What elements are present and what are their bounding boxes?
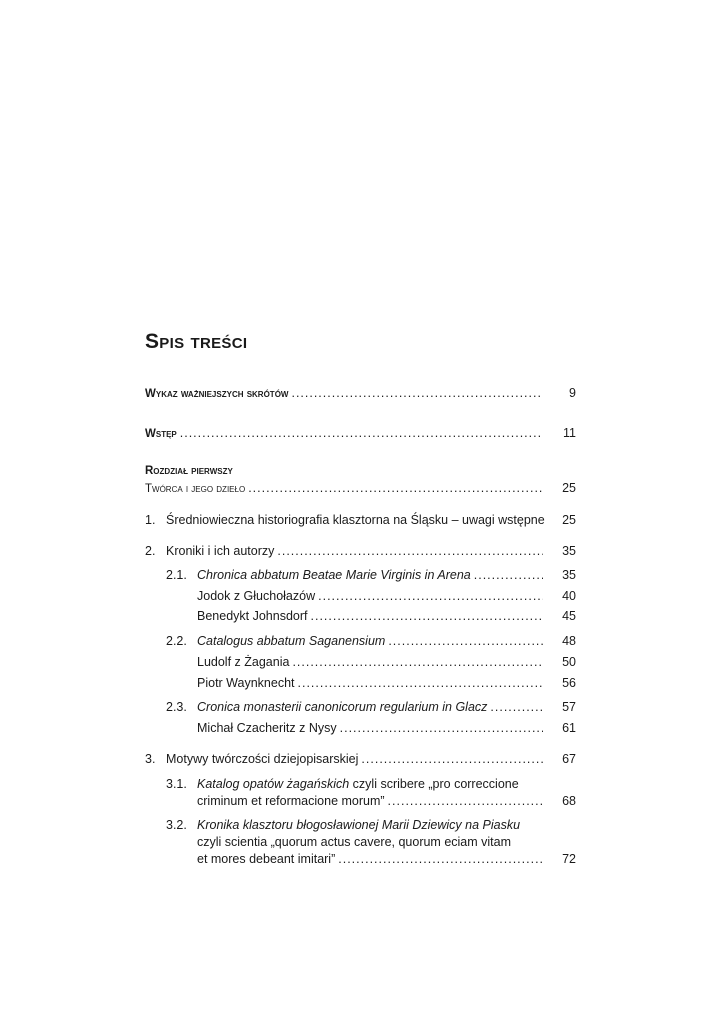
toc-entry-s22: [197, 633, 546, 649]
toc-entry-abbreviations: [145, 385, 546, 402]
toc-entry-s31-line2: [197, 793, 546, 809]
section-number: 2.3.: [166, 700, 187, 714]
toc-entry-label: Piotr Waynknecht: [197, 676, 295, 690]
toc-page-number: 40: [562, 589, 576, 603]
toc-entry-s32-line2: czyli scientia „quorum actus cavere, quorum eciam vitam: [197, 835, 512, 849]
leader-dots: [292, 654, 543, 670]
toc-page-number: 35: [562, 544, 576, 558]
toc-page-number: 68: [562, 794, 576, 808]
toc-entry-label: Motywy twórczości dziejopisarskiej: [166, 752, 359, 766]
toc-page-number: 50: [562, 655, 576, 669]
toc-entry-introduction: [145, 425, 546, 442]
toc-entry-s21a: [197, 588, 546, 604]
toc-page-number: 35: [562, 568, 576, 582]
toc-page-number: 67: [562, 752, 576, 766]
leader-dots: [474, 567, 543, 583]
section-number: 2.1.: [166, 568, 187, 582]
toc-entry-label: criminum et reformacione morum”: [197, 794, 385, 808]
toc-entry-s2: [166, 543, 546, 559]
section-number: 3.1.: [166, 777, 187, 791]
section-number: 3.: [145, 752, 156, 766]
toc-entry-label: Kroniki i ich autorzy: [166, 544, 275, 558]
section-number: 1.: [145, 513, 156, 527]
leader-dots: [298, 675, 544, 691]
toc-entry-chapter-subtitle: [145, 480, 546, 497]
toc-entry-label: Wykaz ważniejszych skrótów: [145, 388, 289, 400]
toc-entry-s31-line1: [197, 776, 519, 792]
toc-entry-label: czyli scribere „pro correccione: [349, 777, 519, 791]
toc-entry-s32-line1: [197, 817, 520, 833]
toc-entry-label: et mores debeant imitari”: [197, 852, 336, 866]
toc-entry-label: Kronika klasztoru błogosławionej Marii Dziewicy na Piasku: [197, 818, 521, 832]
toc-entry-s23a: [197, 720, 546, 736]
toc-entry-s23: [197, 699, 546, 715]
chapter-heading: Rozdział pierwszy: [145, 465, 233, 477]
toc-entry-label: Średniowieczna historiografia klasztorna na Śląsku – uwagi wstępne: [166, 513, 545, 527]
leader-dots: [361, 751, 543, 767]
toc-entry-label: Catalogus abbatum Saganensium: [197, 634, 386, 648]
toc-entry-s22b: [197, 675, 546, 691]
toc-entry-label: Michał Czacheritz z Nysy: [197, 721, 337, 735]
leader-dots: [291, 385, 543, 401]
leader-dots: [340, 720, 543, 736]
toc-page-number: 45: [562, 609, 576, 623]
toc-entry-label: Benedykt Johnsdorf: [197, 609, 308, 623]
toc-entry-s3: [166, 751, 546, 767]
leader-dots: [388, 633, 543, 649]
leader-dots: [180, 425, 543, 441]
toc-page-number: 11: [563, 426, 576, 440]
section-number: 2.: [145, 544, 156, 558]
toc-entry-s1: [166, 512, 546, 528]
toc-entry-s21b: [197, 608, 546, 624]
toc-page-number: 72: [562, 852, 576, 866]
toc-page-number: 25: [562, 513, 576, 527]
leader-dots: [388, 793, 543, 809]
section-number: 2.2.: [166, 634, 187, 648]
toc-entry-label-italic: Katalog opatów żagańskich: [197, 777, 350, 791]
toc-entry-s22a: [197, 654, 546, 670]
leader-dots: [277, 543, 543, 559]
toc-entry-label: Cronica monasterii canonicorum regularium in Glacz: [197, 700, 488, 714]
leader-dots: [318, 588, 543, 604]
leader-dots: [311, 608, 544, 624]
leader-dots: [338, 851, 543, 867]
toc-page-number: 57: [562, 700, 576, 714]
toc-entry-label: Twórca i jego dzieło: [145, 483, 246, 495]
toc-entry-s21: [197, 567, 546, 583]
leader-dots: [248, 480, 543, 496]
toc-entry-s32-line3: [197, 851, 546, 867]
toc-entry-label: Wstęp: [145, 428, 177, 440]
section-number: 3.2.: [166, 818, 187, 832]
leader-dots: [490, 699, 543, 715]
toc-entry-label: Ludolf z Żagania: [197, 655, 290, 669]
toc-page-number: 61: [562, 721, 576, 735]
toc-entry-label: Jodok z Głuchołazów: [197, 589, 316, 603]
toc-entry-label: Chronica abbatum Beatae Marie Virginis in Arena: [197, 568, 471, 582]
toc-page-number: 56: [562, 676, 576, 690]
toc-page-number: 25: [562, 481, 576, 495]
toc-page-number: 9: [569, 386, 576, 400]
toc-page-number: 48: [562, 634, 576, 648]
page-title: Spis treści: [145, 330, 248, 353]
